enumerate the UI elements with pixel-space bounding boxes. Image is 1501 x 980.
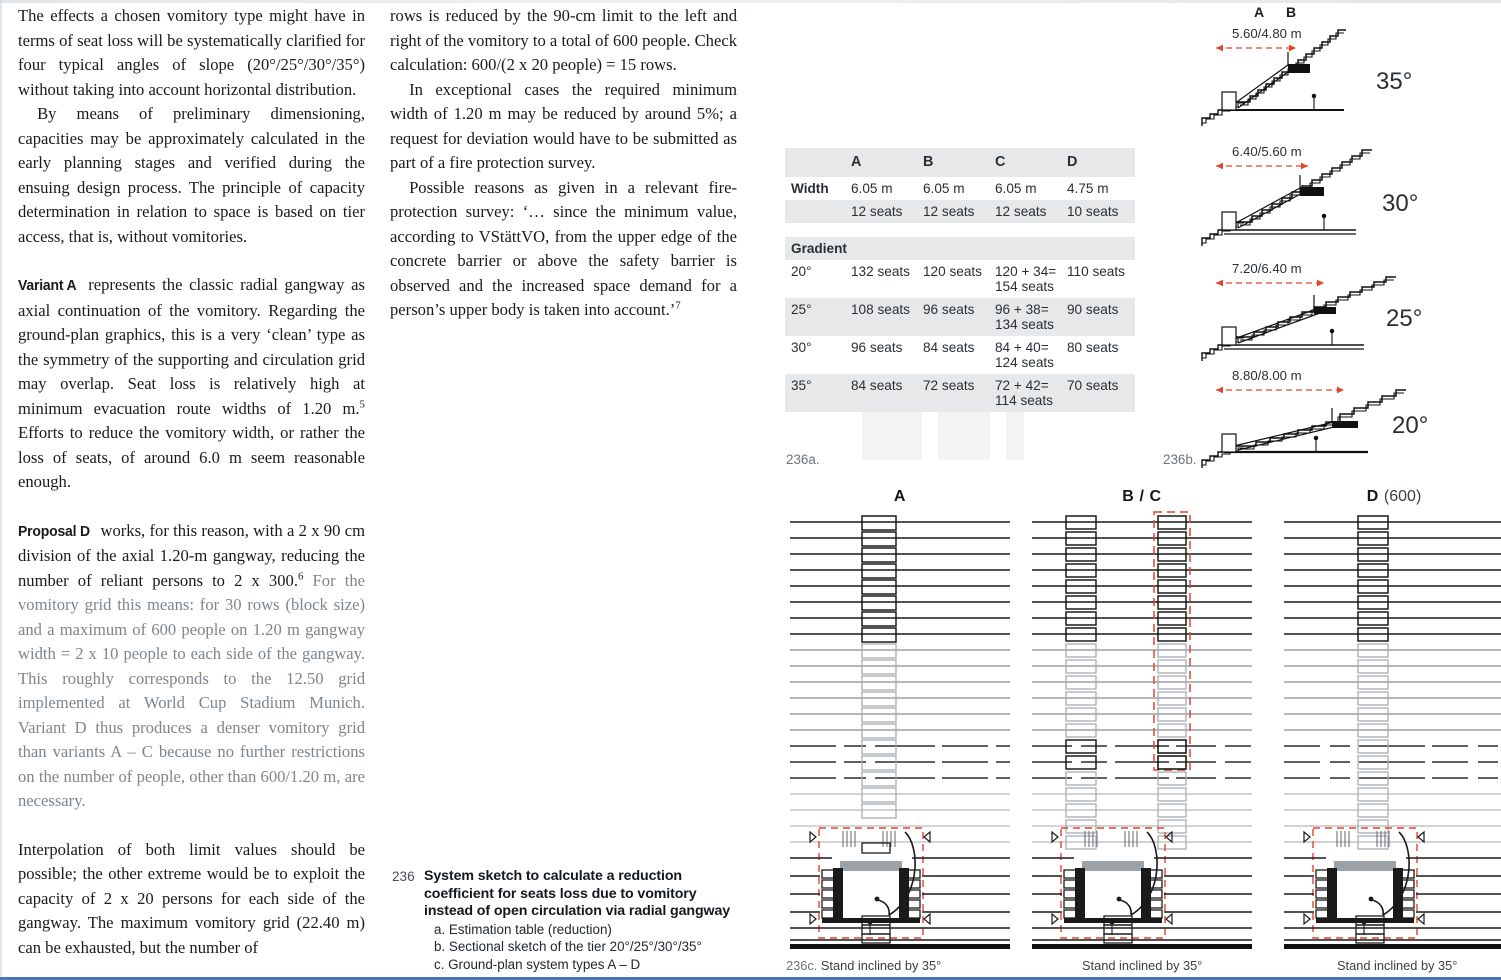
cell-c-line2: 134 seats bbox=[995, 317, 1054, 332]
cell-c-line1: 72 + 42= bbox=[995, 378, 1049, 393]
paragraph-text-tail: For the vomitory grid this means: for 30 rows (block size) and a maximum of 600 people on 1.20 m gangway width = 2 x 10 people to each side of the gangway. This roughly corresponds to the 12.50 grid implemented at World Cup Stadium Munich. Variant D thus produces a denser vomitory grid than variants A – C because no further restrictions on the number of people, other than 600/1.20 m, are necessary. bbox=[18, 570, 365, 810]
table-row bbox=[785, 374, 1135, 412]
cell-b: 72 seats bbox=[923, 378, 975, 393]
table-header-cell-d: D bbox=[1067, 154, 1078, 170]
paragraph bbox=[18, 4, 365, 102]
section-sketch-35 bbox=[1196, 22, 1496, 140]
section-sketch-20 bbox=[1196, 364, 1496, 482]
ground-plan-bc-title bbox=[1028, 488, 1256, 506]
ground-plan-caption-d: Stand inclined by 35° bbox=[1337, 958, 1458, 973]
scan-watermark bbox=[1006, 408, 1024, 460]
ground-plan-bc-drawing bbox=[1028, 510, 1256, 950]
paragraph-proposal-d bbox=[18, 519, 365, 814]
section-angle-35: 35° bbox=[1376, 68, 1413, 95]
cell-a: 132 seats bbox=[851, 264, 910, 279]
section-dimension-20: 8.80/8.00 m bbox=[1232, 368, 1302, 383]
table-row bbox=[785, 298, 1135, 336]
page-left-edge bbox=[0, 0, 2, 980]
ground-plan-bc bbox=[1028, 488, 1256, 950]
paragraph-text-tail: Efforts to reduce the vomitory width, or rather the loss of seats, of around 6.0 m seem reasonable enough. bbox=[18, 423, 365, 491]
paragraph-quote bbox=[390, 176, 737, 323]
table-row-width bbox=[785, 177, 1135, 200]
row-label-width: Width bbox=[791, 181, 829, 196]
caption-body bbox=[424, 868, 742, 973]
table-header-cell-blank bbox=[785, 148, 851, 177]
table-row bbox=[785, 260, 1135, 298]
paragraph bbox=[18, 838, 365, 961]
table-header-cell-a: A bbox=[851, 154, 862, 170]
sectional-sketches bbox=[1196, 2, 1496, 472]
caption-text: Stand inclined by 35° bbox=[820, 958, 942, 973]
ground-plan-a bbox=[786, 488, 1014, 950]
cell-c bbox=[995, 374, 1067, 412]
cell-c-line2: 124 seats bbox=[995, 355, 1054, 370]
section-dimension-30: 6.40/5.60 m bbox=[1232, 144, 1302, 159]
table-row-gradient-header bbox=[785, 237, 1135, 260]
cell-a: 108 seats bbox=[851, 302, 910, 317]
paragraph-text: works, for this reason, with a 2 x 90 cm division of the axial 1.20-m gangway, reducing the number of reliant persons to 2 x 300. bbox=[18, 520, 365, 590]
ground-plan-d-drawing bbox=[1280, 510, 1501, 950]
table-row-seats bbox=[785, 200, 1135, 223]
section-sketch-30 bbox=[1196, 140, 1496, 258]
cell-angle: 35° bbox=[791, 378, 812, 393]
paragraph bbox=[18, 102, 365, 249]
section-marker-a: A bbox=[1254, 4, 1265, 20]
paragraph-text: By means of preliminary dimensioning, capacities may be approximately calculated in the early planning stages and verified during the ensuing design process. The principle of capacity determination in relation to space is based on tier access, that is, without vomitories. bbox=[18, 104, 365, 246]
cell-seats-d: 10 seats bbox=[1067, 204, 1119, 219]
scan-watermark bbox=[862, 408, 922, 460]
cell-seats-c: 12 seats bbox=[995, 204, 1047, 219]
section-angle-20: 20° bbox=[1392, 412, 1429, 439]
plan-title-suffix: (600) bbox=[1383, 488, 1422, 505]
plan-title-text: A bbox=[893, 488, 907, 505]
lead-in-variant-a: Variant A bbox=[18, 277, 77, 294]
caption-item-b: b. Sectional sketch of the tier 20°/25°/30°/35° bbox=[434, 939, 702, 955]
cell-a: 96 seats bbox=[851, 340, 903, 355]
section-dimension-35: 5.60/4.80 m bbox=[1232, 26, 1302, 41]
cell-b: 96 seats bbox=[923, 302, 975, 317]
paragraph-spacer bbox=[18, 495, 365, 519]
paragraph bbox=[390, 78, 737, 176]
cell-c-line1: 120 + 34= bbox=[995, 264, 1057, 279]
paragraph-text: Interpolation of both limit values should be possible; the other extreme would be to exploit the capacity of 2 x 20 persons for each side of the gangway. The maximum vomitory grid (22.40 m) can be exhausted, but the number of bbox=[18, 839, 365, 957]
section-angle-30: 30° bbox=[1382, 190, 1419, 217]
table-row bbox=[785, 336, 1135, 374]
figure-label-236c: 236c. bbox=[786, 958, 818, 973]
paragraph-text: rows is reduced by the 90-cm limit to the left and right of the vomitory to a total of 600 people. Check calculation: 600/(2 x 20 people) = 15 rows. bbox=[390, 6, 738, 74]
table-header-cell-b: B bbox=[923, 154, 934, 170]
footnote-marker-5: 5 bbox=[359, 397, 365, 410]
cell-c bbox=[995, 298, 1067, 336]
plan-title-text: B / C bbox=[1122, 488, 1162, 505]
ground-plan-d-title bbox=[1280, 488, 1501, 506]
paragraph-spacer bbox=[18, 814, 365, 838]
lead-in-proposal-d: Proposal D bbox=[18, 522, 90, 540]
table-gap-row bbox=[785, 223, 1135, 237]
caption-item-a: a. Estimation table (reduction) bbox=[434, 921, 612, 937]
cell-angle: 20° bbox=[791, 264, 812, 279]
table-header-cell-c: C bbox=[995, 154, 1006, 170]
cell-c-line1: 84 + 40= bbox=[995, 340, 1049, 355]
ground-plan-a-drawing bbox=[786, 510, 1014, 950]
cell-d: 110 seats bbox=[1067, 264, 1125, 279]
paragraph-text: The effects a chosen vomitory type might have in terms of seat loss will be systematically clarified for four typical angles of slope (20°/25°/30°/35°) without taking into account horizontal distribution. bbox=[18, 6, 365, 99]
section-sketch-25 bbox=[1196, 257, 1496, 375]
cell-b: 120 seats bbox=[923, 264, 982, 279]
text-column-left bbox=[18, 4, 365, 960]
plan-title-text: D bbox=[1366, 488, 1379, 505]
paragraph-variant-a bbox=[18, 273, 365, 495]
caption-item-c: c. Ground-plan system types A – D bbox=[434, 956, 641, 972]
paragraph-text: Possible reasons as given in a relevant fire-protection survey: ‘… since the minimum value, according to VStättVO, from the upper edge of the concrete barrier or above the safety barrier is observed and the increased space demand for a person’s upper body is taken into account.’ bbox=[390, 177, 737, 319]
ground-plan-d bbox=[1280, 488, 1501, 950]
cell-width-b: 6.05 m bbox=[923, 181, 965, 196]
ground-plan-caption-bc: Stand inclined by 35° bbox=[1082, 958, 1203, 973]
section-marker-b: B bbox=[1286, 4, 1297, 20]
cell-b: 84 seats bbox=[923, 340, 975, 355]
cell-c-line2: 154 seats bbox=[995, 279, 1054, 294]
cell-c bbox=[995, 260, 1067, 298]
gradient-header-label: Gradient bbox=[791, 241, 847, 256]
cell-d: 90 seats bbox=[1067, 302, 1119, 317]
figure-caption-236 bbox=[392, 868, 742, 973]
estimation-table-grid bbox=[785, 148, 1135, 412]
cell-angle: 30° bbox=[791, 340, 812, 355]
ground-plan-caption-a bbox=[786, 958, 941, 973]
cell-width-c: 6.05 m bbox=[995, 181, 1037, 196]
scan-watermark bbox=[938, 408, 990, 460]
ground-plan-figures bbox=[780, 488, 1501, 958]
figure-label-236a: 236a. bbox=[786, 452, 820, 467]
ground-plan-a-title bbox=[786, 488, 1014, 506]
paragraph-text: In exceptional cases the required minimum width of 1.20 m may be reduced by around 5%; a request for deviation would have to be submitted as part of a fire protection survey. bbox=[390, 79, 737, 172]
cell-width-a: 6.05 m bbox=[851, 181, 893, 196]
paragraph bbox=[390, 4, 737, 78]
cell-c-line2: 114 seats bbox=[995, 393, 1053, 408]
section-angle-25: 25° bbox=[1386, 305, 1423, 332]
cell-d: 80 seats bbox=[1067, 340, 1119, 355]
estimation-table bbox=[785, 148, 1129, 412]
cell-a: 84 seats bbox=[851, 378, 903, 393]
footnote-marker-6: 6 bbox=[297, 569, 304, 582]
paragraph-text: represents the classic radial gangway as axial continuation of the vomitory. Regarding the ground-plan graphics, this is a very ‘clean’ type as the symmetry of the supporting and circulation grid may overlap. Seat loss is relatively high at minimum evacuation route widths of 1.20 m. bbox=[18, 275, 365, 418]
section-dimension-25: 7.20/6.40 m bbox=[1232, 261, 1302, 276]
row-label-seats bbox=[785, 200, 851, 223]
table-header-row bbox=[785, 148, 1135, 177]
caption-number: 236 bbox=[392, 869, 415, 884]
cell-d: 70 seats bbox=[1067, 378, 1119, 393]
cell-width-d: 4.75 m bbox=[1067, 181, 1109, 196]
paragraph-spacer bbox=[18, 249, 365, 273]
text-column-right bbox=[390, 4, 737, 323]
cell-angle: 25° bbox=[791, 302, 812, 317]
cell-c-line1: 96 + 38= bbox=[995, 302, 1049, 317]
figure-label-236b: 236b. bbox=[1163, 452, 1197, 467]
footnote-marker-7: 7 bbox=[675, 299, 681, 312]
cell-seats-a: 12 seats bbox=[851, 204, 903, 219]
cell-seats-b: 12 seats bbox=[923, 204, 975, 219]
caption-title: System sketch to calculate a reduction coefficient for seats loss due to vomitory instead of open circulation via radial gangway bbox=[424, 868, 731, 920]
cell-c bbox=[995, 336, 1067, 374]
